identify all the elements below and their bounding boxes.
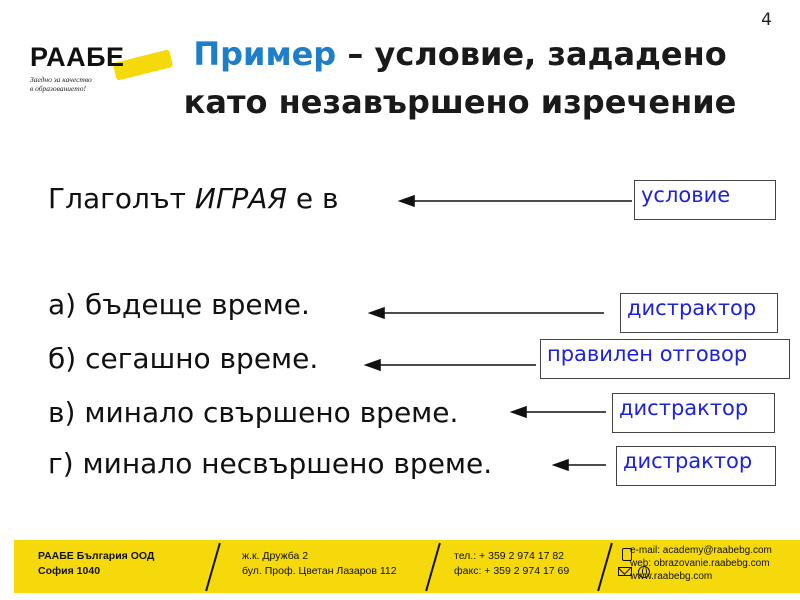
tag-option-c: дистрактор [612,393,775,433]
arrow-d-head [554,460,568,470]
option-c: в) минало свършено време. [48,396,459,429]
footer-address [242,549,397,579]
slide-number: 4 [761,10,772,30]
tag-option-b: правилен отговор [540,339,790,379]
arrow-stem-head [400,196,414,206]
company-name: РААБЕ България ООД [38,550,155,562]
logo-tagline-line1: Заедно за качество [30,75,92,84]
footer-divider [205,543,221,592]
title-rest: – условие, зададено [336,35,727,73]
footer-divider [597,543,613,592]
address-line-1: ж.к. Дружба 2 [242,550,309,562]
tag-option-a: дистрактор [620,293,778,333]
title-line-2: като незавършено изречение [183,83,737,121]
footer-company [38,549,154,579]
footer-bar [14,540,800,593]
footer-contacts [630,544,772,583]
footer-divider [425,543,441,592]
footer-site[interactable]: www.raabebg.com [630,571,713,582]
footer-web[interactable]: web: obrazovanie.raabebg.com [630,558,770,569]
option-a: а) бъдеще време. [48,288,310,321]
stem-verb: ИГРАЯ [194,182,287,215]
tag-stem: условие [634,180,776,220]
option-b: б) сегашно време. [48,342,319,375]
footer-phone: тел.: + 359 2 974 17 82 [454,550,565,562]
option-d: г) минало несвършено време. [48,447,493,480]
stem-prefix: Глаголът [48,182,195,215]
arrow-a-head [370,308,384,318]
footer-fax: факс: + 359 2 974 17 69 [454,565,570,577]
arrow-b-head [366,360,380,370]
footer-phones [454,549,569,579]
company-city: София 1040 [38,565,101,577]
stem-suffix: е в [286,182,339,215]
logo-brand: РААБЕ [30,42,125,72]
arrow-c-head [512,407,526,417]
title-accent: Пример [193,35,337,73]
logo-tagline-line2: в образованието! [30,84,86,93]
footer-email[interactable]: e-mail: academy@raabebg.com [630,545,772,556]
tag-option-d: дистрактор [616,446,776,486]
address-line-2: бул. Проф. Цветан Лазаров 112 [242,565,397,577]
